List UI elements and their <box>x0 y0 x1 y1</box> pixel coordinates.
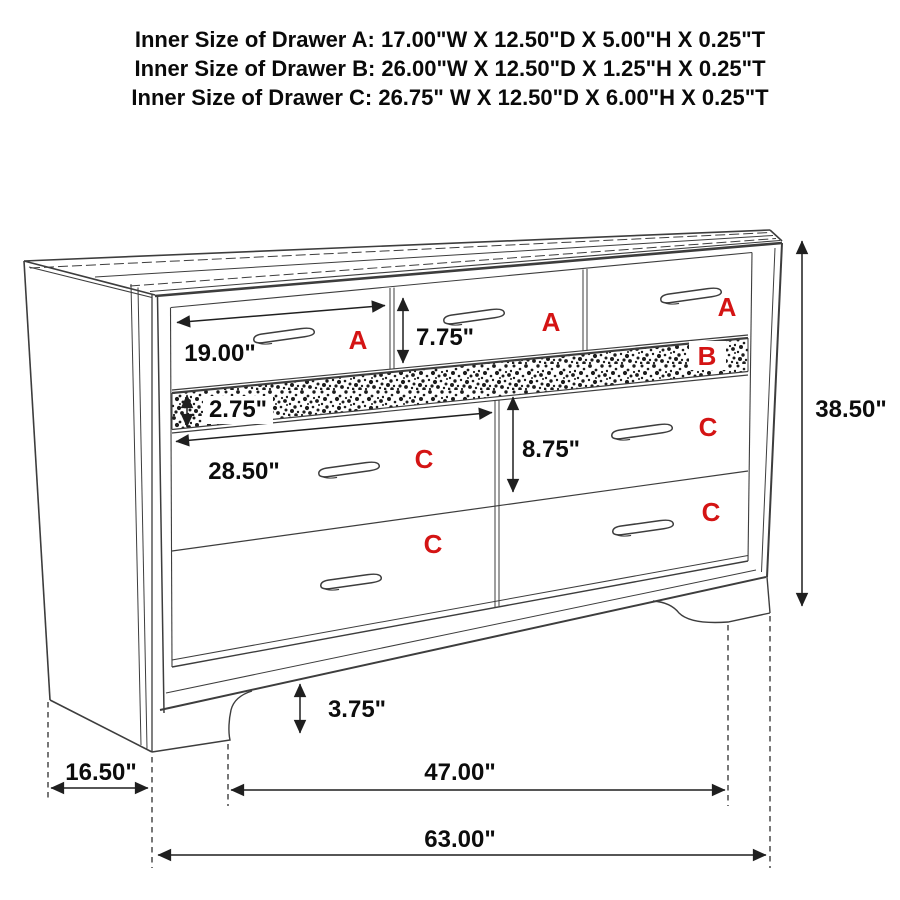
dim-label-3-75: 3.75" <box>327 696 387 723</box>
drawer-a1-label: A <box>348 325 368 355</box>
dim-label-7-75: 7.75" <box>415 324 475 351</box>
dim-label-28-50: 28.50" <box>208 458 280 485</box>
dim-label-63-00: 63.00" <box>424 826 496 853</box>
dimension-drawer-c-height <box>513 397 580 492</box>
dimension-feet-span <box>231 759 725 790</box>
drawer-c4-label: C <box>701 497 721 527</box>
dim-label-8-75: 8.75" <box>521 436 581 463</box>
header-line-drawer-a: Inner Size of Drawer A: 17.00"W X 12.50"D X 5.00"H X 0.25"T <box>134 27 766 52</box>
side-bottom-edge <box>50 700 152 752</box>
top-left-bevel <box>29 267 152 298</box>
dim-label-47-00: 47.00" <box>424 759 496 786</box>
dimension-foot-height <box>300 684 386 733</box>
drawer-c1-handle <box>318 461 380 479</box>
base-rail-bottom <box>160 577 766 710</box>
top-front-bevel <box>150 241 780 292</box>
front-left-inner-edge <box>171 308 173 668</box>
dim-arrow-19-00 <box>177 306 385 323</box>
side-back-edge <box>24 261 50 700</box>
drawer-c4-handle <box>612 519 674 537</box>
dresser-base-and-feet <box>152 556 770 753</box>
front-right-inner-edge <box>748 253 752 562</box>
drawer-a3-handle <box>660 287 722 305</box>
base-rail-bevel <box>166 570 756 693</box>
column-c-divider <box>495 400 499 607</box>
drawer-c3-label: C <box>423 529 443 559</box>
row-a-divider-2 <box>583 269 587 351</box>
drawer-c3-handle <box>320 573 382 591</box>
dim-label-19-00: 19.00" <box>184 340 256 367</box>
top-surface-line <box>130 239 776 287</box>
dimension-overall-height <box>802 241 887 606</box>
drawer-grid-c <box>172 400 748 607</box>
top-left-edge <box>24 261 155 295</box>
header-line-drawer-b: Inner Size of Drawer B: 26.00"W X 12.50"D X 1.25"H X 0.25"T <box>134 56 766 81</box>
dimension-overall-width <box>158 826 766 855</box>
row-a-divider-1 <box>390 288 394 369</box>
front-right-edge <box>767 243 782 577</box>
drawer-c2-handle <box>611 423 673 441</box>
drawer-a1-handle <box>253 327 315 345</box>
dresser-left-side-panel <box>24 261 152 752</box>
dimension-top-row-height <box>403 298 474 363</box>
dim-label-16-50: 16.50" <box>65 759 137 786</box>
dimension-side-depth <box>51 759 148 788</box>
front-right-bevel <box>762 248 776 572</box>
drawer-a2-label: A <box>541 307 561 337</box>
drawer-b-label: B <box>697 341 717 371</box>
dim-label-38-50: 38.50" <box>815 396 887 423</box>
drawer-c2-label: C <box>698 412 718 442</box>
dresser-top-panel <box>24 230 782 298</box>
top-back-edge <box>24 230 770 261</box>
right-foot-outer-edge <box>767 577 770 613</box>
dashed-extension-lines <box>48 616 770 868</box>
base-rail-top <box>172 561 748 667</box>
top-surface-line <box>95 236 773 278</box>
front-left-edge <box>158 297 165 714</box>
drawer-a3-label: A <box>717 292 737 322</box>
right-bracket-foot <box>653 601 770 623</box>
header-line-drawer-c: Inner Size of Drawer C: 26.75" W X 12.50"D X 6.00"H X 0.25"T <box>131 85 769 110</box>
dim-label-2-75: 2.75" <box>208 396 268 423</box>
drawer-c1-label: C <box>414 444 434 474</box>
